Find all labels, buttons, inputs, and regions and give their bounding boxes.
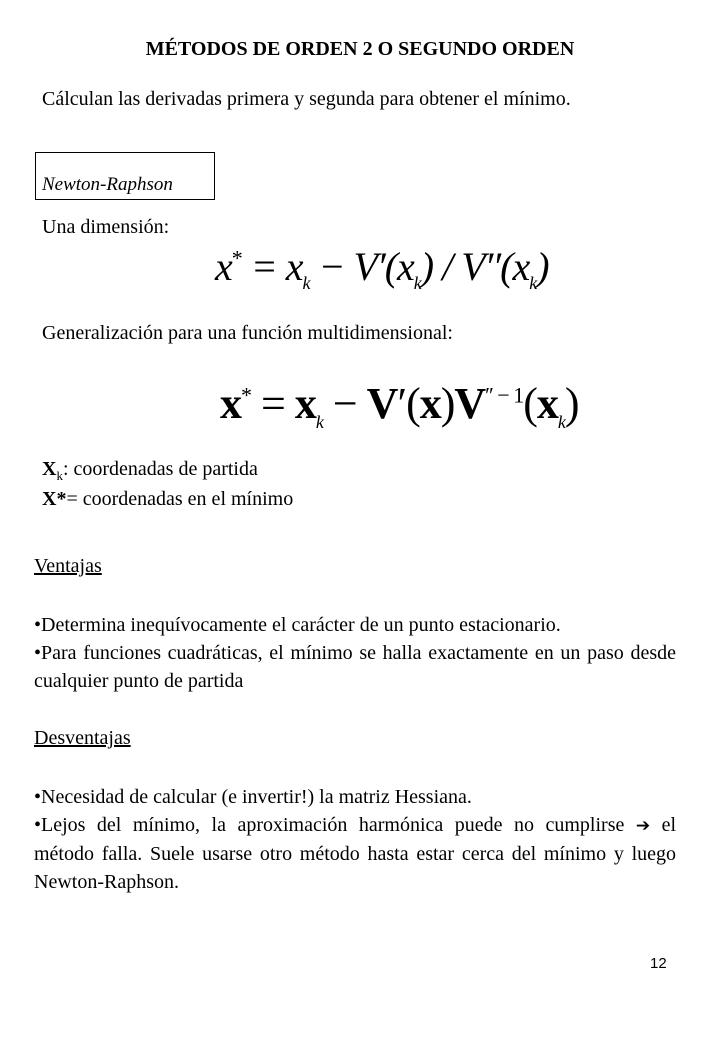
generalization-label: Generalización para una función multidimensional: [42,322,453,344]
eq1-part4: ) [536,244,549,289]
method-box [35,152,215,200]
eq2-xk: x [294,379,316,428]
xstar-definition [42,488,293,511]
page-number: 12 [650,955,667,972]
eq2-v1: V [366,379,398,428]
eq1-star: * [231,245,242,271]
intro-text: Cálculan las derivadas primera y segunda para obtener el mínimo. [42,88,571,110]
eq2-equals: = [251,379,295,428]
ventaja-item-1: •Determina inequívocamente el carácter de un punto estacionario. [34,614,561,636]
one-dimension-label: Una dimensión: [42,216,170,238]
desventajas-heading: Desventajas [34,727,131,749]
ventajas-heading: Ventajas [34,555,102,577]
equation-multidimensional [220,378,579,433]
eq2-x2: x [419,379,441,428]
xk-symbol: X [42,458,57,480]
xstar-symbol: X* [42,488,67,510]
eq2-open1: ( [406,379,420,428]
eq2-close2: ) [564,379,579,428]
xstar-text: = coordenadas en el mínimo [66,488,294,510]
eq2-prime1: ′ [397,379,407,428]
desventaja-item-2-part1: •Lejos del mínimo, la aproximación harmónica puede no cumplirse [34,814,636,836]
eq1-part2: − V′(x [309,244,414,289]
eq2-minus: − [322,379,367,428]
desventaja-item-2-part2: el método falla. Suele usarse otro método hasta estar cerca del mínimo y luego Newton-Raphson. [34,814,677,893]
eq2-star: * [241,382,251,408]
eq2-lhs: x [220,379,241,428]
eq1-part1: = x [241,244,303,289]
eq1-sub2: k [413,273,421,293]
eq1-part3: ) / V′′(x [420,244,530,289]
equation-one-dimension [215,243,549,294]
method-box-label: Newton-Raphson [42,174,173,195]
xk-subscript: k [56,468,63,483]
eq2-x3: x [536,379,558,428]
page-title: MÉTODOS DE ORDEN 2 O SEGUNDO ORDEN [145,38,575,60]
eq1-sub1: k [302,273,310,293]
arrow-right-icon: ➔ [635,816,651,836]
ventaja-item-2: •Para funciones cuadráticas, el mínimo se halla exactamente en un paso desde cualquier punto de partida [34,642,676,692]
eq2-prime2: ′′ − 1 [485,382,524,408]
xk-definition [42,458,258,484]
eq1-lhs: x [215,244,232,289]
xk-text: : coordenadas de partida [62,458,258,480]
eq2-sub3: k [557,411,565,432]
desventaja-item-2 [34,811,676,896]
desventaja-item-1: •Necesidad de calcular (e invertir!) la matriz Hessiana. [34,786,472,808]
eq2-sub1: k [315,411,323,432]
eq2-open2: ( [523,379,537,428]
eq2-close1: ) [440,379,455,428]
eq1-sub3: k [529,273,537,293]
eq2-v2: V [454,379,486,428]
